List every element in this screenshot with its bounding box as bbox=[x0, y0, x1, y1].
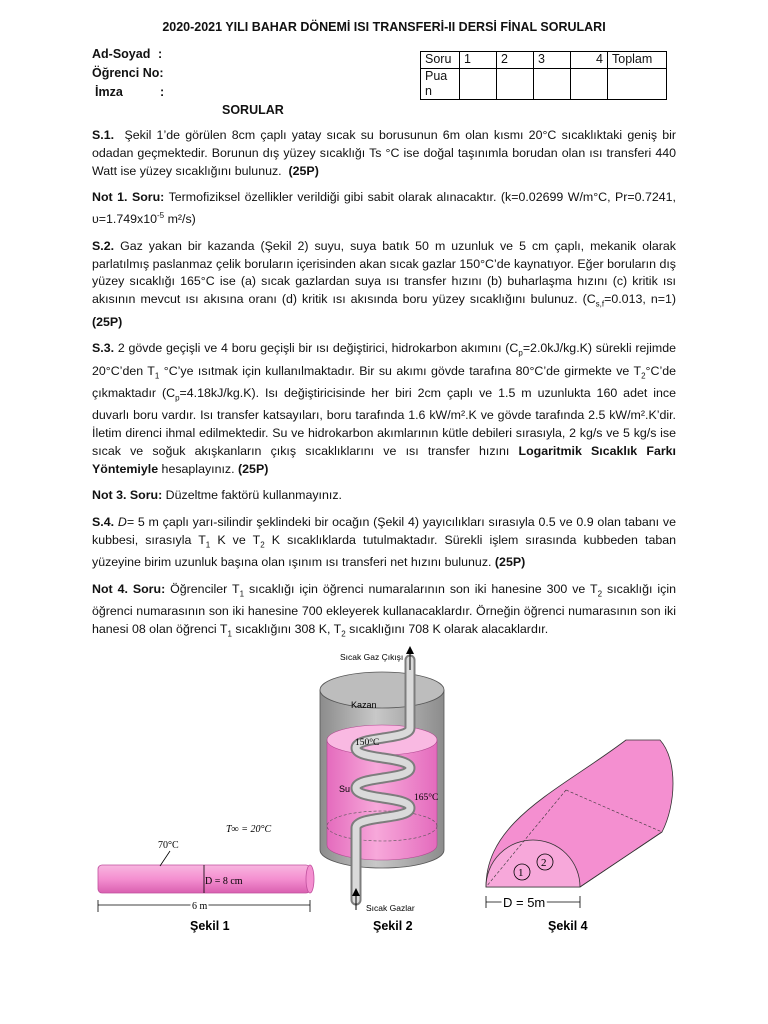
q3-method: Logaritmik Sıcaklık Farkı Yöntemiyle bbox=[92, 444, 676, 476]
q2-subscript: s,f bbox=[595, 299, 605, 309]
note1-exponent: -5 bbox=[157, 211, 165, 221]
score-cell: Toplam bbox=[608, 52, 667, 69]
sub-1: 1 bbox=[205, 540, 211, 550]
points-label-line1: Pua bbox=[425, 69, 448, 83]
fig2-water: Su bbox=[339, 784, 351, 794]
score-header-row bbox=[421, 52, 667, 69]
q1-text: Şekil 1’de görülen 8cm çaplı yatay sıcak su borusunun 6m olan kısmı 20°C sıcaklıktaki geniş bir odadan geçmektedir. Borunun dış yüzey sıcaklığı Ts °C ise doğal taşınımla borudan olan ısı transferi 440 Watt ise yüzey sıcaklığını bulunuz. bbox=[92, 128, 676, 178]
figure-1-pipe bbox=[98, 824, 314, 912]
fig4-label2: 2 bbox=[541, 857, 547, 869]
note4-text-b: sıcaklığı için öğrenci numaralarının son iki hanesine 300 ve T bbox=[244, 581, 598, 596]
score-cell: 2 bbox=[497, 52, 534, 69]
note4-label: Not 4. Soru: bbox=[92, 581, 166, 596]
boiler-top bbox=[320, 672, 444, 708]
points-label-line2: n bbox=[425, 84, 432, 98]
q2-points: (25P) bbox=[92, 314, 123, 329]
q3-text-e: =4.18kJ/kg.K). Isı değiştiricisinde her biri 2cm çaplı ve 1.5 m uzunlukta 160 adet ince duvarlı boru vardır. Isı transfer katsayıları, boru tarafında 1.6 kW/m².K ve gövde tarafında 2.5 kW/m².K’dir. İletim direnci ihmal edilmektedir. Su ve hidrokarbon akımlarının kütle debileri sırasıyla, 2 kg/s ve 5 kg/s ise sıcak ve soğuk akışkanların çıkış sıcaklıklarını ve ısı transfer hızını bbox=[92, 385, 676, 459]
score-cell: 4 bbox=[571, 52, 608, 69]
signature-label: İmza bbox=[95, 85, 123, 99]
q3-text-d: °C’de çıkmaktadır (C bbox=[92, 363, 676, 400]
q3-text-c: °C’ye ısıtmak için kullanılmaktadır. Bir su akımı gövde tarafına 80°C’de girmekte ve T bbox=[159, 363, 642, 378]
q4-text-c: K sıcaklıklarda tutulmaktadır. Sürekli işlem sırasında kubbeden taban yüzeyine birim uzunluk başına olan ışınım ısı transferi net hızını bulunuz. bbox=[92, 532, 677, 570]
note-4 bbox=[92, 581, 676, 644]
figures-area bbox=[0, 640, 768, 940]
score-table bbox=[420, 51, 667, 100]
exam-title: 2020-2021 YILI BAHAR DÖNEMİ ISI TRANSFERİ-II DERSİ FİNAL SORULARI bbox=[162, 20, 606, 34]
figure-2-caption: Şekil 2 bbox=[373, 919, 413, 933]
name-label: Ad-Soyad bbox=[92, 47, 151, 61]
points-cell-1[interactable] bbox=[460, 69, 497, 100]
sub-p: p bbox=[175, 393, 180, 403]
fig1-diameter: D = 8 cm bbox=[205, 876, 243, 887]
q1-points: (25P) bbox=[288, 163, 319, 178]
figure-4-half-cylinder bbox=[486, 740, 673, 910]
sub-1: 1 bbox=[239, 588, 245, 598]
fig1-temp: 70°C bbox=[158, 840, 179, 851]
question-3 bbox=[92, 340, 676, 479]
sub-1: 1 bbox=[154, 371, 160, 380]
note-1 bbox=[92, 189, 676, 229]
note4-text-e: sıcaklığını 708 K olarak alacaklardır. bbox=[345, 621, 549, 636]
note4-text-a: Öğrenciler T bbox=[165, 581, 240, 596]
sub-1: 1 bbox=[227, 629, 232, 639]
name-colon: : bbox=[158, 47, 163, 61]
note3-label: Not 3. Soru: bbox=[92, 488, 163, 503]
questions-body bbox=[92, 127, 676, 652]
points-cell-total[interactable] bbox=[608, 69, 667, 100]
q3-label: S.3. bbox=[92, 341, 115, 356]
note1-text: Termofiziksel özellikler verildiği gibi sabit olarak alınacaktır. (k=0.02699 W/m°C, Pr=0.7241, υ=1.749x10 bbox=[92, 190, 677, 227]
q4-d: D= bbox=[117, 514, 135, 529]
sub-2: 2 bbox=[341, 629, 346, 639]
sub-p: p bbox=[518, 348, 523, 358]
student-info-block bbox=[92, 45, 192, 102]
q1-label: S.1. bbox=[92, 128, 115, 142]
q4-label: S.4. bbox=[92, 514, 115, 529]
fig1-length: 6 m bbox=[192, 901, 208, 912]
q3-end: hesaplayınız. bbox=[158, 462, 235, 476]
q3-text-b: =2.0kJ/kg.K) sürekli rejimde 20°C’den T bbox=[92, 341, 676, 378]
fig1-tinf: T∞ = 20°C bbox=[226, 824, 272, 835]
question-4 bbox=[92, 514, 676, 572]
sub-2: 2 bbox=[260, 540, 265, 550]
signature-colon: : bbox=[160, 85, 165, 99]
q4-text-a: 5 m çaplı yarı-silindir şeklindeki bir ocağın (Şekil 4) yayıcılıkları sırasıyla 0.5 ve 0.9 olan tabanı ve kubbesi, sırasıyla T bbox=[92, 514, 676, 547]
fig2-t150: 150°C bbox=[355, 738, 380, 748]
note1-label: Not 1. Soru: bbox=[92, 190, 165, 205]
score-cell: Soru bbox=[421, 52, 460, 69]
q4-points: (25P) bbox=[494, 555, 526, 570]
note4-text-d: sıcaklığını 308 K, T bbox=[231, 621, 342, 636]
fig4-diameter: D = 5m bbox=[503, 895, 546, 910]
points-label-cell bbox=[421, 69, 460, 100]
q2-label: S.2. bbox=[92, 238, 115, 253]
question-2 bbox=[92, 238, 676, 332]
fig2-gas-in: Sıcak Gazlar bbox=[366, 903, 415, 913]
q3-points: (25P) bbox=[238, 462, 269, 476]
note1-end: m²/s) bbox=[164, 212, 196, 227]
note-3 bbox=[92, 487, 676, 505]
fig2-gas-out: Sıcak Gaz Çıkışı bbox=[340, 652, 404, 662]
points-cell-2[interactable] bbox=[497, 69, 534, 100]
score-cell: 1 bbox=[460, 52, 497, 69]
q2-text: Gaz yakan bir kazanda (Şekil 2) suyu, suya batık 50 m uzunluk ve 5 cm çaplı, mekanik olarak parlatılmış paslanmaz çelik boruların içerisinden akan sıcak gazlar 150°C’de kaynatıyor. Eğer boruların dış yüzey sıcaklığı 165°C ise (a) sıcak gazlardan suya ısı transfer hızını (b) buharlaşma hızını (c) kritik ısı akısının mevcut ısı akısına oranı (d) kritik ısı akısında boru yüzey sıcaklığını bulunuz. (C bbox=[92, 238, 676, 307]
figure-4-caption: Şekil 4 bbox=[548, 919, 588, 933]
sub-2: 2 bbox=[641, 371, 646, 380]
fig2-t165: 165°C bbox=[414, 793, 439, 803]
figure-2-boiler bbox=[320, 650, 444, 913]
fig4-label1: 1 bbox=[518, 867, 524, 879]
question-1 bbox=[92, 127, 676, 181]
note3-text: Düzeltme faktörü kullanmayınız. bbox=[162, 488, 342, 503]
points-cell-3[interactable] bbox=[534, 69, 571, 100]
points-cell-4[interactable] bbox=[571, 69, 608, 100]
score-cell: 3 bbox=[534, 52, 571, 69]
fig2-boiler: Kazan bbox=[351, 700, 377, 710]
q3-text-a: 2 gövde geçişli ve 4 boru geçişli bir ısı değiştirici, hidrokarbon akımını (C bbox=[117, 341, 519, 356]
note4-text-c: sıcaklığı için öğrenci numarasının son iki hanesine 700 ekleyerek kullanacaklardır. Örneğin öğrenci numarasının son iki hanesi 08 olan öğrenci T bbox=[92, 581, 676, 636]
sub-2: 2 bbox=[597, 588, 603, 598]
section-title: SORULAR bbox=[222, 103, 284, 117]
figure-1-caption: Şekil 1 bbox=[190, 919, 230, 933]
score-points-row bbox=[421, 69, 667, 100]
student-number-label: Öğrenci No: bbox=[92, 66, 164, 80]
q4-text-b: K ve T bbox=[210, 532, 261, 547]
q2-end: =0.013, n=1) bbox=[604, 292, 676, 307]
